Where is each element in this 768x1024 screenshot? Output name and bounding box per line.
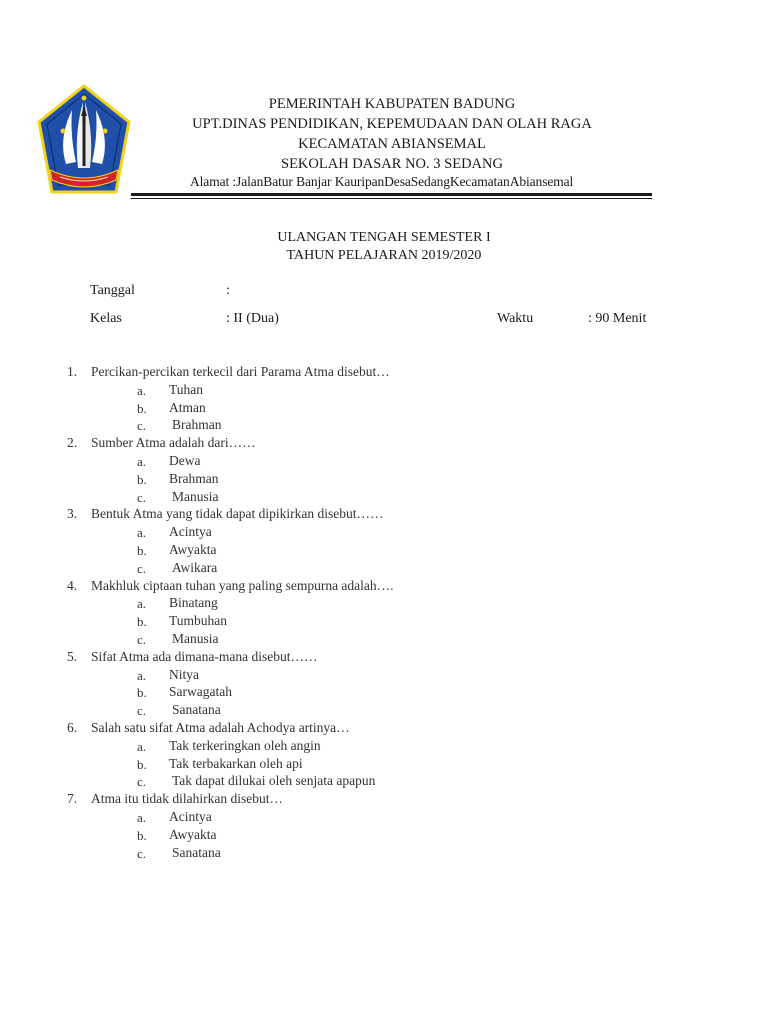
question-number: 5.: [67, 648, 78, 664]
option-letter: c.: [137, 418, 147, 434]
option-text: Sarwagatah: [169, 684, 232, 700]
exam-year: TAHUN PELAJARAN 2019/2020: [286, 248, 482, 263]
option-letter: b.: [137, 827, 147, 843]
question-number: 7.: [67, 791, 78, 807]
date-value: :: [226, 283, 230, 298]
option-text: Tuhan: [169, 381, 204, 397]
header-divider-thick: [131, 193, 652, 196]
question-number: 6.: [67, 720, 78, 735]
option-letter: a.: [137, 525, 147, 541]
option-text: Nitya: [169, 666, 199, 682]
class-value: : II (Dua): [226, 311, 279, 326]
option-text: Tak terbakarkan oleh api: [169, 755, 303, 771]
option-letter: c.: [137, 703, 147, 719]
school-address: Alamat :JalanBatur Banjar KauripanDesaSedangKecamatanAbiansemal: [190, 174, 574, 189]
option-letter: a.: [137, 596, 147, 612]
header-line-3: KECAMATAN ABIANSEMAL: [298, 136, 486, 152]
exam-title-block: [150, 229, 618, 265]
question-text: Salah satu sifat Atma adalah Achodya artinya…: [91, 720, 350, 735]
option-text: Atman: [169, 399, 206, 415]
option-text: Brahman: [172, 417, 222, 433]
option-letter: a.: [137, 454, 147, 469]
question-number: 2.: [67, 435, 78, 451]
letterhead: [150, 94, 634, 174]
header-line-4: SEKOLAH DASAR NO. 3 SEDANG: [281, 156, 503, 172]
option-text: Acintya: [169, 524, 212, 540]
option-letter: c.: [137, 774, 147, 790]
option-text: Binatang: [169, 595, 218, 611]
option-text: Awikara: [172, 559, 218, 575]
option-text: Sanatana: [172, 844, 221, 860]
option-text: Acintya: [169, 809, 212, 824]
time-label: Waktu: [497, 311, 534, 326]
class-label: Kelas: [90, 311, 122, 326]
option-text: Manusia: [172, 631, 219, 646]
badung-emblem-logo: [36, 84, 132, 196]
option-letter: a.: [137, 738, 147, 754]
question-text: Atma itu tidak dilahirkan disebut…: [91, 791, 283, 807]
option-letter: c.: [137, 560, 147, 576]
option-letter: a.: [137, 667, 147, 683]
question-text: Makhluk ciptaan tuhan yang paling sempurna adalah….: [91, 577, 394, 593]
question-text: Sumber Atma adalah dari……: [91, 435, 256, 451]
option-text: Awyakta: [169, 542, 217, 557]
question-number: 3.: [67, 506, 78, 522]
option-text: Dewa: [169, 453, 201, 468]
question-number: 1.: [67, 364, 78, 379]
option-letter: b.: [137, 543, 147, 558]
option-letter: c.: [137, 845, 147, 861]
question-number: 4.: [67, 577, 78, 593]
option-letter: b.: [137, 685, 147, 701]
question-text: Bentuk Atma yang tidak dapat dipikirkan disebut……: [91, 506, 384, 522]
header-line-2: UPT.DINAS PENDIDIKAN, KEPEMUDAAN DAN OLAH RAGA: [192, 116, 592, 132]
question-text: Sifat Atma ada dimana-mana disebut……: [91, 648, 318, 664]
option-letter: b.: [137, 471, 147, 487]
option-text: Awyakta: [169, 826, 217, 842]
header-line-1: PEMERINTAH KABUPATEN BADUNG: [268, 96, 516, 112]
date-label: Tanggal: [90, 283, 135, 298]
option-text: Manusia: [172, 488, 219, 504]
option-text: Tak dapat dilukai oleh senjata apapun: [172, 773, 376, 789]
question-text: Percikan-percikan terkecil dari Parama Atma disebut…: [91, 364, 390, 379]
option-text: Brahman: [169, 470, 219, 486]
option-letter: a.: [137, 810, 147, 825]
option-letter: b.: [137, 400, 147, 416]
option-letter: a.: [137, 382, 147, 398]
option-text: Tumbuhan: [169, 613, 228, 629]
option-text: Sanatana: [172, 702, 221, 718]
option-letter: b.: [137, 756, 147, 772]
option-text: Tak terkeringkan oleh angin: [169, 737, 321, 753]
option-letter: c.: [137, 489, 147, 505]
option-letter: b.: [137, 614, 147, 630]
header-divider-thin: [131, 198, 652, 199]
option-letter: c.: [137, 632, 147, 647]
exam-title: ULANGAN TENGAH SEMESTER I: [277, 230, 491, 245]
time-value: : 90 Menit: [588, 311, 647, 326]
